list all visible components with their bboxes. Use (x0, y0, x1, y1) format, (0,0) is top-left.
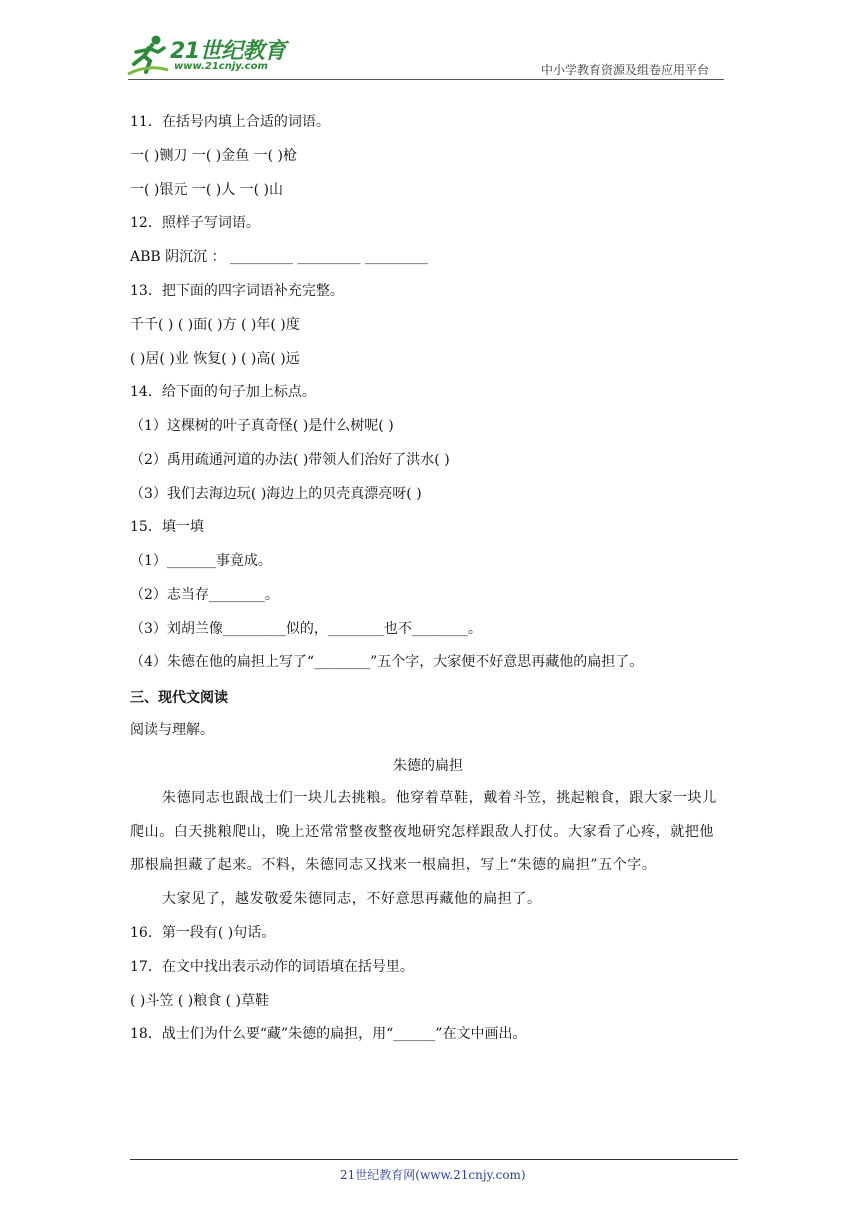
question-15-item-2: （2）志当存________。 (130, 587, 279, 603)
footer-divider (130, 1159, 738, 1160)
question-14-item-1: （1）这棵树的叶子真奇怪( )是什么树呢( ) (130, 418, 394, 434)
story-paragraph-1-line-2: 爬山。白天挑粮爬山，晚上还常常整夜整夜地研究怎样跟敌人打仗。大家看了心疼，就把他 (130, 824, 714, 840)
question-13: 13．把下面的四字词语补充完整。 (130, 283, 344, 299)
header-divider (128, 79, 724, 80)
question-18: 18．战士们为什么要“藏”朱德的扁担，用“______”在文中画出。 (130, 1026, 527, 1042)
question-13-row-2: ( )居( )业 恢复( ) ( )高( )远 (130, 351, 300, 367)
question-17-row: ( )斗笠 ( )粮食 ( )草鞋 (130, 993, 270, 1009)
footer-link[interactable]: 21世纪教育网(www.21cnjy.com) (340, 1168, 526, 1182)
question-15-item-1: （1）_______事竟成。 (130, 553, 272, 569)
site-logo (126, 34, 296, 78)
question-11-row-1: 一( )铡刀 一( )金鱼 一( )枪 (130, 148, 298, 164)
runner-logo-icon (126, 34, 170, 76)
reading-intro: 阅读与理解。 (130, 722, 214, 738)
question-16: 16．第一段有( )句话。 (130, 925, 276, 941)
logo-url: www.21cnjy.com (174, 61, 268, 72)
question-14-item-3: （3）我们去海边玩( )海边上的贝壳真漂亮呀( ) (130, 486, 422, 502)
story-paragraph-1-line-3: 那根扁担藏了起来。不料，朱德同志又找来一根扁担，写上“朱德的扁担”五个字。 (130, 857, 657, 873)
logo-text: 21世纪教育 (170, 39, 286, 64)
question-11: 11．在括号内填上合适的词语。 (130, 114, 330, 130)
header-platform-text: 中小学教育资源及组卷应用平台 (541, 63, 710, 77)
question-11-row-2: 一( )银元 一( )人 一( )山 (130, 182, 284, 198)
question-12-row: ABB 阴沉沉 ： _________ _________ _________ (130, 249, 428, 265)
question-12: 12．照样子写词语。 (130, 215, 260, 231)
question-13-row-1: 千千( ) ( )面( )方 ( )年( )度 (130, 317, 300, 333)
question-14-item-2: （2）禹用疏通河道的办法( )带领人们治好了洪水( ) (130, 452, 450, 468)
question-15: 15．填一填 (130, 519, 204, 535)
question-14: 14．给下面的句子加上标点。 (130, 384, 316, 400)
question-15-item-4: （4）朱德在他的扁担上写了“________”五个字，大家便不好意思再藏他的扁担了。 (130, 654, 644, 670)
story-paragraph-1-line-1: 朱德同志也跟战士们一块儿去挑粮。他穿着草鞋，戴着斗笠，挑起粮食，跟大家一块儿 (162, 790, 717, 806)
story-paragraph-2: 大家见了，越发敬爱朱德同志，不好意思再藏他的扁担了。 (162, 891, 542, 907)
story-title: 朱德的扁担 (393, 758, 463, 774)
question-15-item-3: （3）刘胡兰像_________似的，________也不________。 (130, 621, 482, 637)
section-heading: 三、现代文阅读 (130, 690, 228, 706)
question-17: 17．在文中找出表示动作的词语填在括号里。 (130, 959, 414, 975)
